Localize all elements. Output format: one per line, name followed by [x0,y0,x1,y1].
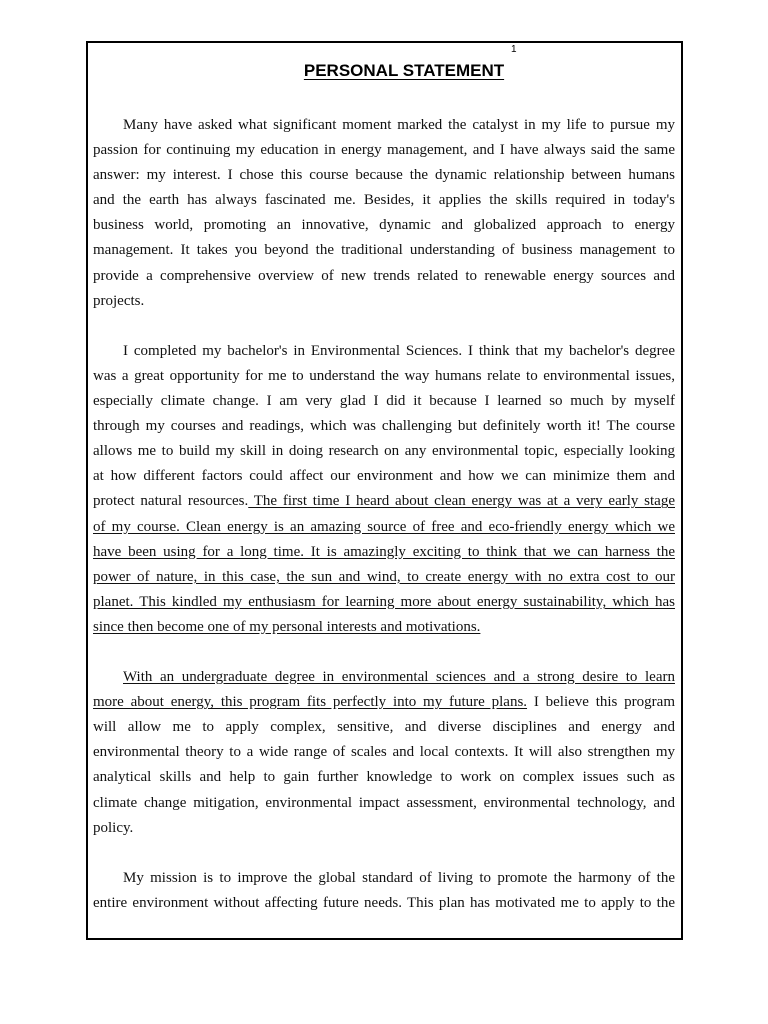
underlined-text: The first time I heard about clean energy was at a very early stage [248,493,675,510]
text-line [93,791,675,816]
text-line [93,540,675,565]
text-line [93,489,675,514]
text-line [93,866,675,891]
text-span: at how different factors could affect our environment and how we can minimize them and [93,468,675,485]
text-span: entire environment without affecting future needs. This plan has motivated me to apply to the [93,894,675,911]
page-title: PERSONAL STATEMENT [303,61,505,80]
underlined-text: of my course. Clean energy is an amazing source of free and eco-friendly energy which we [93,518,675,535]
text-line [93,213,675,238]
text-line [93,238,675,263]
text-line [93,113,675,138]
text-line [93,264,675,289]
text-line [93,715,675,740]
text-line [93,138,675,163]
text-span: My mission is to improve the global standard of living to promote the harmony of the [123,869,675,886]
text-span: especially climate change. I am very glad I did it because I learned so much by myself [93,393,675,410]
paragraph-gap [93,314,675,339]
text-span: projects. [93,292,145,309]
text-line [93,414,675,439]
text-span: through my courses and readings, which was challenging but definitely worth it! The course [93,418,675,435]
text-span: management. It takes you beyond the traditional understanding of business management to [93,242,675,259]
text-line [93,665,675,690]
text-line [93,364,675,389]
underlined-text: since then become one of my personal interests and motivations. [93,618,481,635]
text-line [93,816,675,841]
underlined-text: With an undergraduate degree in environmental sciences and a strong desire to learn [123,669,675,686]
text-line [93,289,675,314]
text-line [93,590,675,615]
text-line [93,389,675,414]
paragraph-gap [93,640,675,665]
text-line [93,464,675,489]
document-body [93,113,675,916]
page-number: 1 [511,44,517,55]
paragraph [93,339,675,640]
text-span: I completed my bachelor's in Environmental Sciences. I think that my bachelor's degree [123,342,675,359]
text-line [93,188,675,213]
text-span: and the earth has always fascinated me. Besides, it applies the skills required in today's [93,192,675,209]
text-span: was a great opportunity for me to understand the way humans relate to environmental issues, [93,367,675,384]
underlined-text: power of nature, in this case, the sun and wind, to create energy with no extra cost to our [93,568,675,585]
underlined-text: more about energy, this program fits perfectly into my future plans. [93,694,528,711]
text-span: provide a comprehensive overview of new trends related to renewable energy sources and [93,267,675,284]
text-line [93,439,675,464]
text-line [93,339,675,364]
text-span: climate change mitigation, environmental impact assessment, environmental technology, and [93,794,675,811]
paragraph [93,665,675,841]
text-line [93,163,675,188]
text-line [93,765,675,790]
text-span: analytical skills and help to gain further knowledge to work on complex issues such as [93,769,675,786]
paragraph-gap [93,841,675,866]
text-line [93,690,675,715]
text-line [93,891,675,916]
text-line [93,565,675,590]
text-line [93,515,675,540]
text-span: Many have asked what significant moment marked the catalyst in my life to pursue my [123,117,675,133]
text-span: business world, promoting an innovative, dynamic and globalized approach to energy [93,217,675,234]
underlined-text: planet. This kindled my enthusiasm for learning more about energy sustainability, which has [93,593,675,610]
text-span: protect natural resources. [93,493,249,510]
text-span: answer: my interest. I chose this course because the dynamic relationship between humans [93,167,675,184]
text-span: environmental theory to a wide range of scales and local contexts. It will also strengthen my [93,744,675,761]
text-line [93,615,675,640]
text-span: will allow me to apply complex, sensitive, and diverse disciplines and energy and [93,719,675,736]
text-span: policy. [93,819,134,836]
text-span: allows me to build my skill in doing research on any environmental topic, especially looking [93,443,675,460]
text-span: passion for continuing my education in energy management, and I have always said the same [93,142,675,159]
paragraph [93,866,675,916]
text-line [93,740,675,765]
paragraph [93,113,675,314]
text-span: I believe this program [527,694,675,711]
underlined-text: have been using for a long time. It is amazingly exciting to think that we can harness the [93,543,675,560]
